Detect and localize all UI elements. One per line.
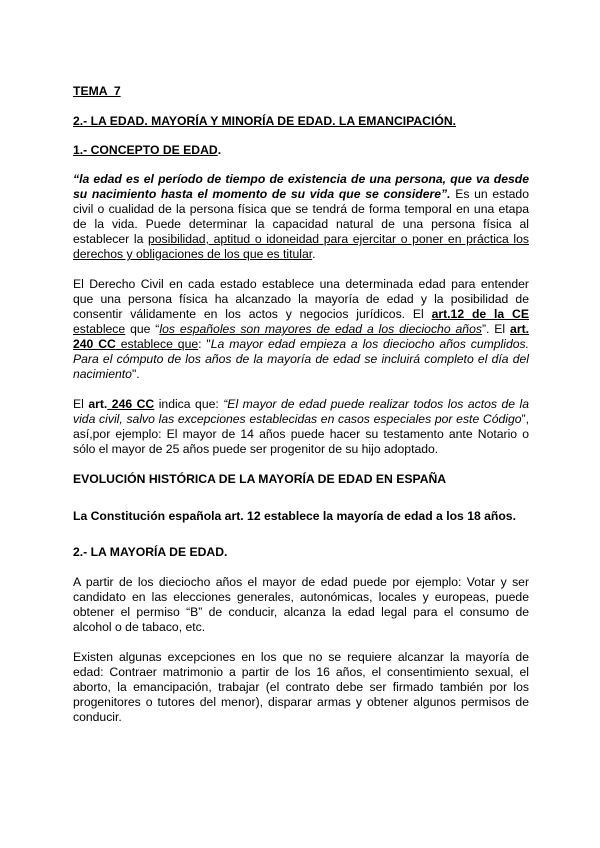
- paragraph-art246: [73, 397, 529, 457]
- p2-t2: que “: [125, 322, 160, 336]
- paragraph-excepciones: Existen algunas excepciones en los que no se requiere alcanzar la mayoría de edad: Contraer matrimonio a partir de los 16 años, el consentimiento sexual, el aborto, la emancipación, trabajar (el contrato debe ser firmado también por los progenitores o tutores del menor), disparar armas y obtener algunos permisos de conducir.: [73, 650, 529, 724]
- paragraph-definition: [73, 172, 529, 262]
- p2-t3: ”. El: [481, 322, 511, 336]
- paragraph-derecho-civil: [73, 277, 529, 382]
- p2-quote1: los españoles son mayores de edad a los dieciocho años: [159, 322, 482, 336]
- section-heading-evolucion: EVOLUCIÓN HISTÓRICA DE LA MAYORÍA DE EDAD EN ESPAÑA: [73, 472, 447, 486]
- art246-number: 246 CC: [107, 397, 155, 411]
- section-heading-concepto-dot: .: [217, 143, 222, 157]
- p3-t2: indica que:: [154, 397, 224, 411]
- section-heading-concepto: [73, 143, 529, 158]
- p1-text: Es un estado civil o cualidad de la persona física que se tendrá de forma temporal en una etapa de la vida. Puede determinar la capacidad natural de una persona física al establecer la: [73, 187, 529, 246]
- age-definition: “la edad es el período de tiempo de existencia de una persona, que va desde su nacimiento hasta el momento de su vida que se considere”.: [73, 172, 529, 201]
- art12-reference: art.12 de la CE: [431, 307, 529, 321]
- p2-t1: El Derecho Civil en cada estado establece una determinada edad para entender que una persona física ha alcanzado la mayoría de edad y la posibilidad de consentir válidamente en los actos y negocios jurídicos. El: [73, 277, 529, 321]
- tema-label: TEMA 7: [73, 84, 121, 98]
- document-content: [73, 84, 529, 725]
- p3-quote: “El mayor de edad puede realizar todos los actos de la vida civil, salvo las excepciones establecidas en casos especiales por este Código: [73, 397, 529, 426]
- art246-word: art.: [88, 397, 108, 411]
- section-heading-mayoria: 2.- LA MAYORÍA DE EDAD.: [73, 545, 228, 559]
- p2-establece1: establece: [73, 322, 126, 336]
- constitucion-statement: La Constitución española art. 12 establece la mayoría de edad a los 18 años.: [73, 509, 516, 523]
- document-title: 2.- LA EDAD. MAYORÍA Y MINORÍA DE EDAD. LA EMANCIPACIÓN.: [73, 114, 457, 128]
- section-heading-concepto-text: 1.- CONCEPTO DE EDAD: [73, 143, 218, 157]
- art240-reference: art. 240 CC: [73, 322, 530, 351]
- p2-t5: ".: [131, 367, 140, 381]
- p2-establece2: establece que: [115, 337, 199, 351]
- p1-underlined: posibilidad, aptitud o idoneidad para ejercitar o poner en práctica los derechos y obligaciones de los que es titular: [73, 232, 529, 261]
- p3-t3: ”, así,por ejemplo: El mayor de 14 años puede hacer su testamento ante Notario o sólo el mayor de 25 años puede ser progenitor de su hijo adoptado.: [73, 412, 529, 456]
- p3-t1: El: [73, 397, 89, 411]
- p2-t4: : ": [198, 337, 211, 351]
- p2-quote2: La mayor edad empieza a los dieciocho años cumplidos. Para el cómputo de los años de la mayoría de edad se incluirá completo el día del nacimiento: [73, 337, 530, 381]
- paragraph-mayoria: A partir de los dieciocho años el mayor de edad puede por ejemplo: Votar y ser candidato en las elecciones generales, autonómicas, locales y europeas, puede obtener el permiso “B” de conducir, alcanza la edad legal para el consumo de alcohol o de tabaco, etc.: [73, 575, 529, 634]
- p1-end: .: [312, 247, 316, 261]
